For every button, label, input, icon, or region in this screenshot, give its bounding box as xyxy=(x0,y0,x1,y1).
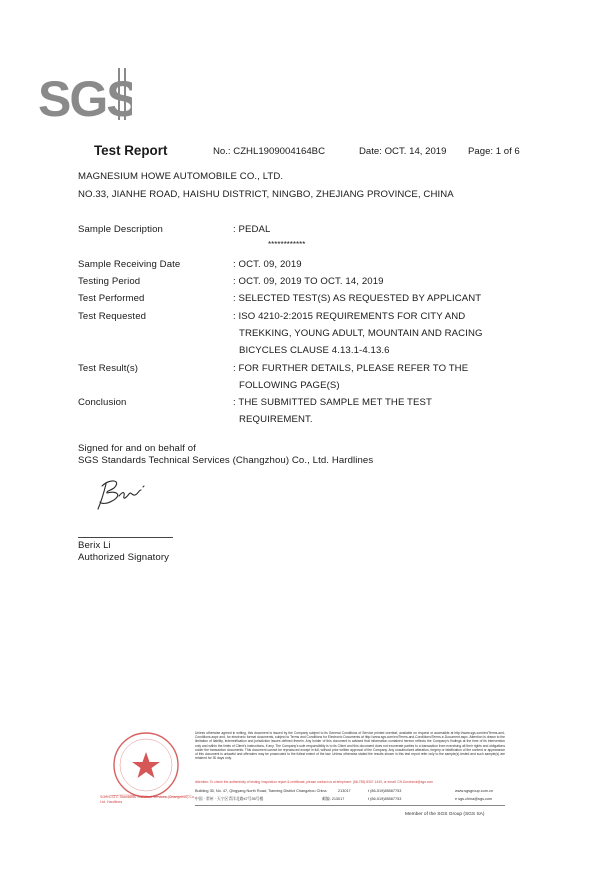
report-date: Date: OCT. 14, 2019 xyxy=(359,146,447,157)
telephone-chinese: t (86-519)85587753 xyxy=(368,797,402,801)
handwritten-signature xyxy=(92,476,156,512)
testing-period-label: Testing Period xyxy=(78,276,141,287)
test-results-line2: FOLLOWING PAGE(S) xyxy=(239,380,340,391)
address-english: Building 35, No. 47, Qingyang North Road, Tianning District Changzhou China xyxy=(195,789,327,793)
test-requested-line3: BICYCLES CLAUSE 4.13.1-4.13.6 xyxy=(239,345,390,356)
page-number: Page: 1 of 6 xyxy=(468,146,520,157)
signatory-name: Berix Li xyxy=(78,540,111,551)
sample-description-asterisks: ************ xyxy=(268,240,306,249)
test-performed-value: : SELECTED TEST(S) AS REQUESTED BY APPLICANT xyxy=(233,293,482,304)
test-requested-line2: TREKKING, YOUNG ADULT, MOUNTAIN AND RACING xyxy=(239,328,483,339)
telephone-english: t (86-519)85587753 xyxy=(368,789,402,793)
signatory-title: Authorized Signatory xyxy=(78,552,170,563)
test-requested-label: Test Requested xyxy=(78,311,147,322)
conclusion-line1: : THE SUBMITTED SAMPLE MET THE TEST xyxy=(233,397,432,408)
terms-fine-print: Unless otherwise agreed in writing, this document is issued by the Company subject to its General Conditions of Service printed overleaf, available on request or accessible at http://www.sgs.com/en/Terms-and-Conditions.aspx and, for electronic format documents, subject to Terms and Conditions for Electronic Documents at http://www.sgs.com/en/Terms-and-Conditions/Terms-e-Document.aspx. Attention is drawn to the limitation of liability, indemnification and jurisdiction issues defined therein. Any holder of this document is advised that information contained hereon reflects the Company's findings at the time of its intervention only and within the limits of Client's instructions, if any. The Company's sole responsibility is to its Client and this document does not exonerate parties to a transaction from exercising all their rights and obligations under the transaction documents. This document cannot be reproduced except in full, without prior written approval of the Company. Any unauthorized alteration, forgery or falsification of the content or appearance of this document is unlawful and offenders may be prosecuted to the fullest extent of the law. Unless otherwise stated the results shown in this test report refer only to the sample(s) tested and such sample(s) are retained for 30 days only. xyxy=(195,731,505,761)
zip-english: 213017 xyxy=(338,789,351,793)
test-performed-label: Test Performed xyxy=(78,293,145,304)
testing-period-value: : OCT. 09, 2019 TO OCT. 14, 2019 xyxy=(233,276,384,287)
report-title: Test Report xyxy=(94,143,168,158)
sgs-group-member: Member of the SGS Group (SGS SA) xyxy=(405,812,485,817)
zip-chinese: 邮编: 213017 xyxy=(322,797,345,801)
logo-text: SGS xyxy=(38,71,132,124)
signing-company: SGS Standards Technical Services (Changzhou) Co., Ltd. Hardlines xyxy=(78,455,374,466)
applicant-name: MAGNESIUM HOWE AUTOMOBILE CO., LTD. xyxy=(78,171,284,182)
receiving-date-label: Sample Receiving Date xyxy=(78,259,181,270)
test-results-line1: : FOR FURTHER DETAILS, PLEASE REFER TO THE xyxy=(233,363,469,374)
sample-description-value: : PEDAL xyxy=(233,224,271,235)
stamp-text: SGS-CSTC Standards Technical Services (Changzhou) Co., Ltd. Hardlines xyxy=(100,795,197,804)
footer-divider xyxy=(195,805,505,806)
sgs-logo xyxy=(36,66,132,124)
authenticity-notice: Attention: To check the authenticity of testing /inspection report & certificate, please contact us at telephone: (86-755) 8307 1443, or email: CN.Doccheck@sgs.com xyxy=(195,780,434,784)
report-number: No.: CZHL1909004164BC xyxy=(213,146,325,157)
address-chinese: 中国 · 常州 · 天宁区青洋北路47号35号楼 xyxy=(195,797,264,801)
receiving-date-value: : OCT. 09, 2019 xyxy=(233,259,302,270)
applicant-address: NO.33, JIANHE ROAD, HAISHU DISTRICT, NINGBO, ZHEJIANG PROVINCE, CHINA xyxy=(78,189,454,200)
sample-description-label: Sample Description xyxy=(78,224,163,235)
test-results-label: Test Result(s) xyxy=(78,363,139,374)
signed-for-text: Signed for and on behalf of xyxy=(78,443,196,454)
conclusion-label: Conclusion xyxy=(78,397,127,408)
website: www.sgsgroup.com.cn xyxy=(455,789,493,793)
signature-line xyxy=(78,537,173,538)
test-requested-line1: : ISO 4210-2:2015 REQUIREMENTS FOR CITY AND xyxy=(233,311,466,322)
email: e sgs.china@sgs.com xyxy=(455,797,493,801)
conclusion-line2: REQUIREMENT. xyxy=(239,414,313,425)
